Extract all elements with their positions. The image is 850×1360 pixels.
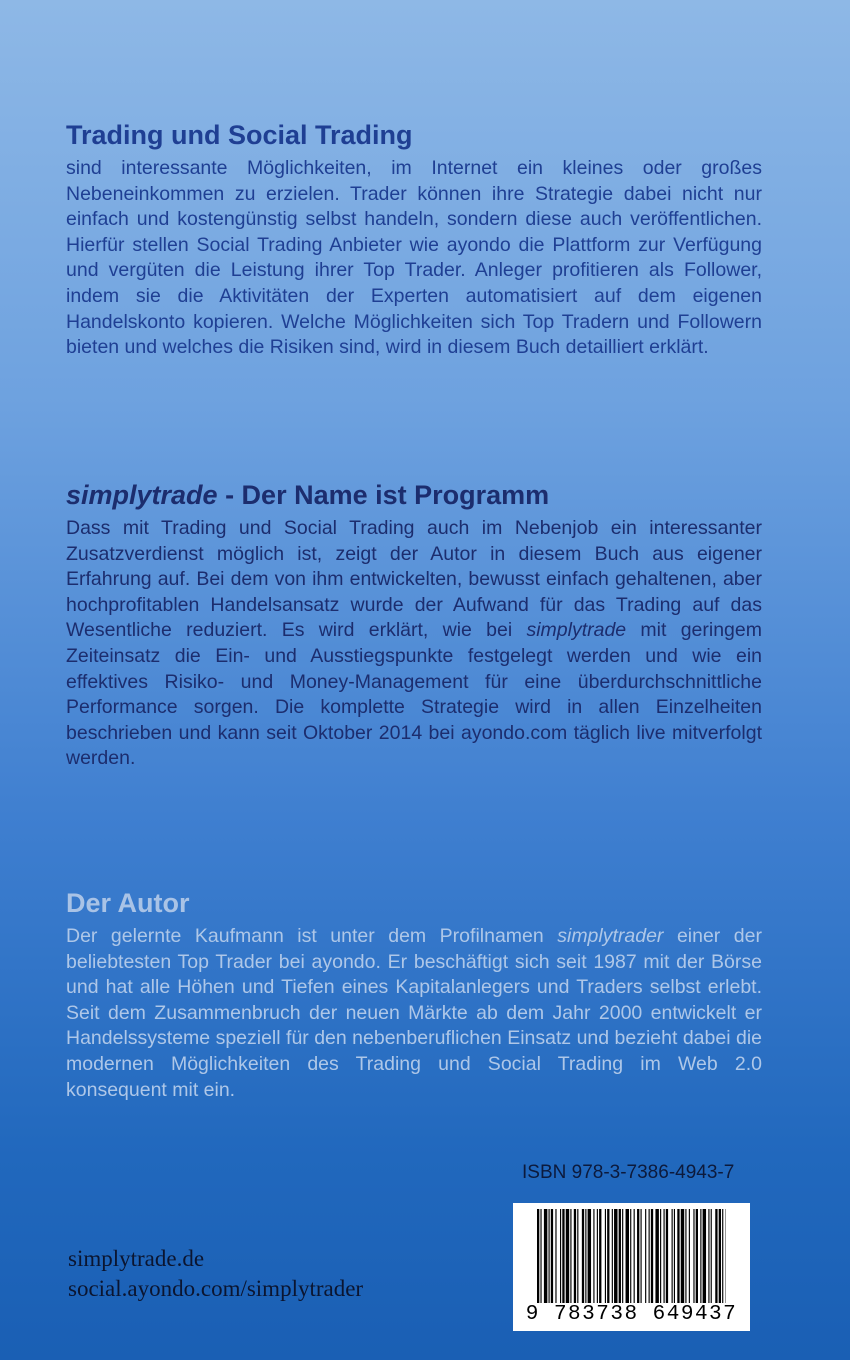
author-text-part1: Der gelernte Kaufmann ist unter dem Profilnamen (66, 925, 558, 947)
section-heading-author: Der Autor (66, 888, 190, 918)
section-author (66, 886, 762, 1103)
barcode (513, 1203, 750, 1331)
body-text-part2: mit geringem Zeiteinsatz die Ein- und Ausstiegspunkte festgelegt werden und wie ein effektives Risiko- und Money-Management für eine überdurchschnittliche Performance sorgen. Die komplette Strategie wird in allen Einzelheiten beschrieben und kann seit Oktober 2014 bei ayondo.com täglich live mitverfolgt werden. (66, 619, 762, 770)
website-link[interactable]: simplytrade.de (68, 1246, 205, 1271)
section-heading-simplytrade (66, 478, 762, 512)
heading-brand-simplytrade: simplytrade (66, 480, 218, 510)
section-simplytrade (66, 478, 762, 772)
section-body-trading: sind interessante Möglichkeiten, im Internet ein kleines oder großes Nebeneinkommen zu erzielen. Trader können ihre Strategie dabei nicht nur einfach und kostengünstig selbst handeln, sondern diese auch veröffentlichen. Hierfür stellen Social Trading Anbieter wie ayondo die Plattform zur Verfügung und vergüten die Leistung ihrer Top Trader. Anleger profitieren als Follower, indem sie die Aktivitäten der Experten automatisiert auf dem eigenen Handelskonto kopieren. Welche Möglichkeiten sich Top Tradern und Followern bieten und welches die Risiken sind, wird in diesem Buch detailliert erklärt. (66, 157, 762, 359)
footer-links (68, 1244, 363, 1304)
section-body-author (66, 924, 762, 1103)
body-brand-simplytrade: simplytrade (526, 619, 627, 642)
section-body-simplytrade (66, 516, 762, 772)
heading-rest-simplytrade: - Der Name ist Programm (217, 480, 550, 510)
isbn-label: ISBN 978-3-7386-4943-7 (522, 1162, 735, 1183)
section-heading-trading: Trading und Social Trading (66, 120, 413, 150)
profile-link[interactable]: social.ayondo.com/simplytrader (68, 1276, 364, 1301)
section-trading (66, 118, 762, 361)
author-text-part2: einer der beliebtesten Top Trader bei ayondo. Er beschäftigt sich seit 1987 mit der Börse und hat alle Höhen und Tiefen eines Kapitalanlegers und Traders selbst erlebt. Seit dem Zusammenbruch der neuen Märkte ab dem Jahr 2000 entwickelt er Handelssysteme speziell für den nebenberuflichen Einsatz und bezieht dabei die modernen Möglichkeiten des Trading und Social Trading im Web 2.0 konsequent mit ein. (66, 925, 762, 1101)
body-text-part1: Dass mit Trading und Social Trading auch im Nebenjob ein interessanter Zusatzverdienst möglich ist, zeigt der Autor in diesem Buch aus eigener Erfahrung auf. Bei dem von ihm entwickelten, bewusst einfach gehaltenen, aber hochprofitablen Handelsansatz wurde der Aufwand für das Trading auf das Wesentliche reduziert. Es wird erklärt, wie bei (66, 517, 762, 642)
barcode-digits: 9 783738 649437 (525, 1303, 738, 1326)
author-brand-simplytrader: simplytrader (557, 925, 664, 947)
